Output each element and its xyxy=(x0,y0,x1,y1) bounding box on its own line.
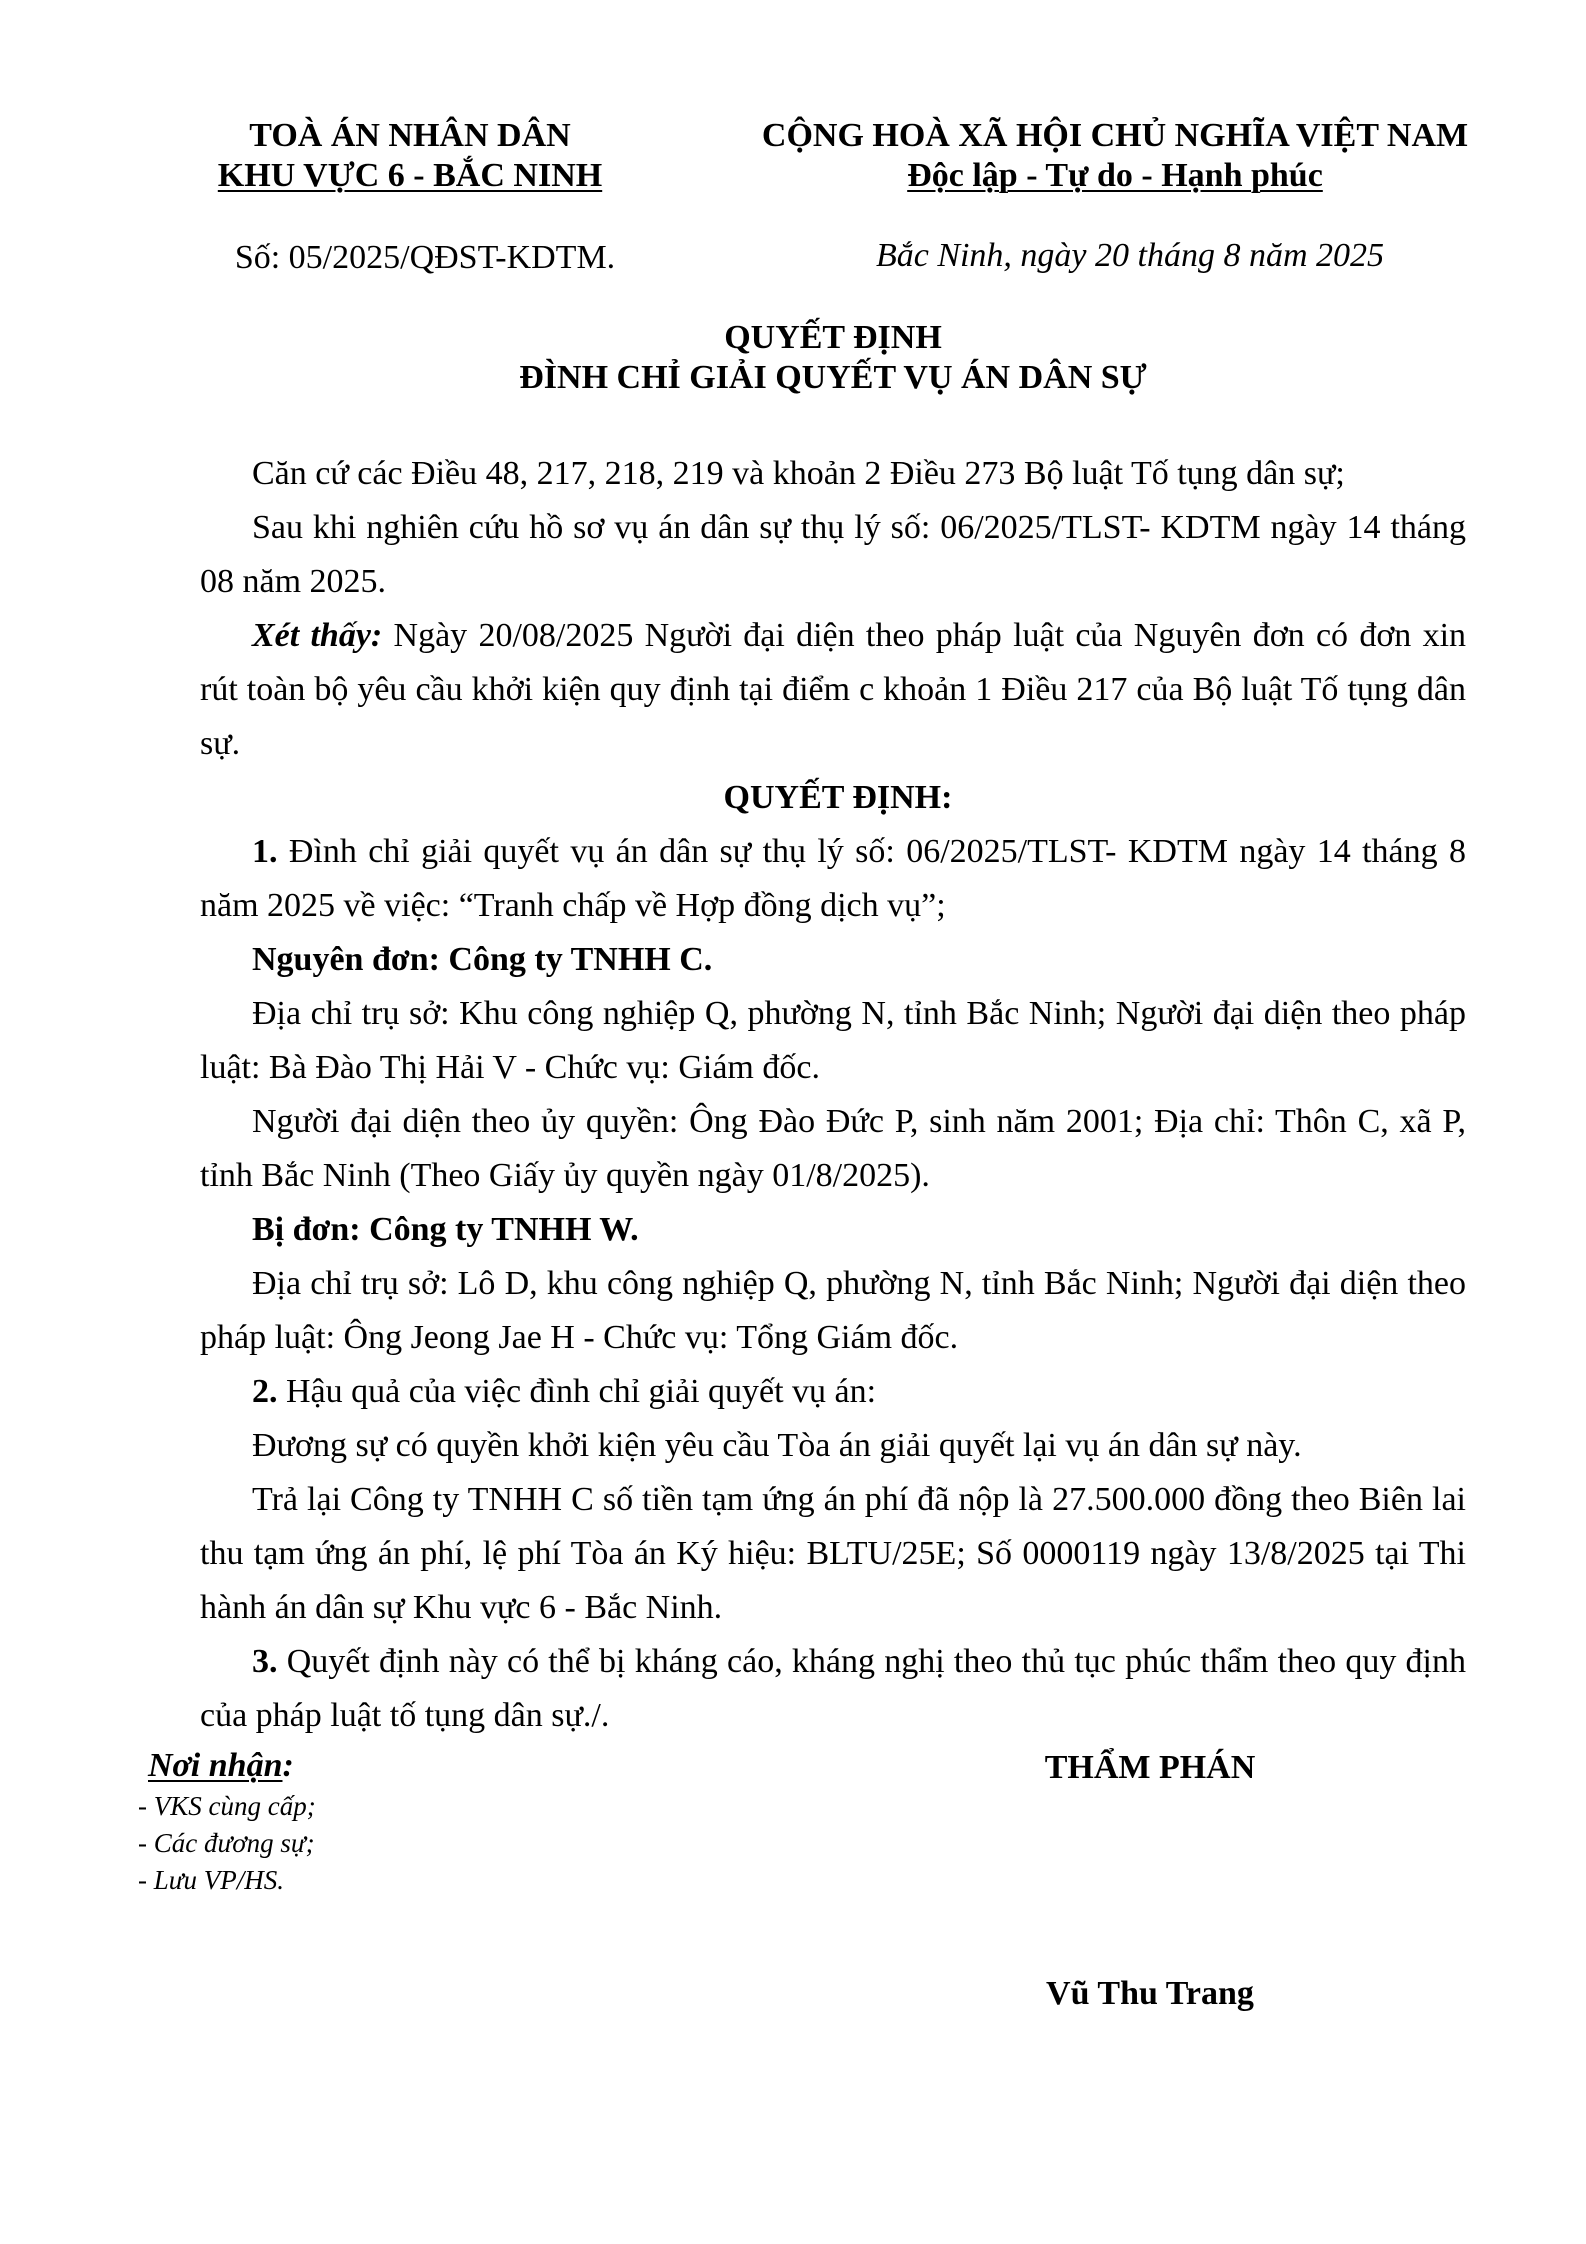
place-and-date: Bắc Ninh, ngày 20 tháng 8 năm 2025 xyxy=(875,237,1385,274)
decision-heading: QUYẾT ĐỊNH: xyxy=(723,779,953,816)
court-name-line2-text: KHU VỰC 6 - BẮC NINH xyxy=(217,157,603,194)
decision-item-1 xyxy=(200,825,1466,933)
country-motto-line xyxy=(730,156,1500,196)
item-1-number: 1. xyxy=(252,833,278,870)
case-study-paragraph: Sau khi nghiên cứu hồ sơ vụ án dân sự thụ lý số: 06/2025/TLST- KDTM ngày 14 tháng 08 năm 2025. xyxy=(200,509,1466,600)
legal-basis: Căn cứ các Điều 48, 217, 218, 219 và khoản 2 Điều 273 Bộ luật Tố tụng dân sự; xyxy=(252,455,1345,492)
recipients-colon: : xyxy=(282,1747,294,1784)
consideration-text: Ngày 20/08/2025 Người đại diện theo pháp luật của Nguyên đơn có đơn xin rút toàn bộ yêu cầu khởi kiện quy định tại điểm c khoản 1 Điều 217 của Bộ luật Tố tụng dân sự. xyxy=(200,617,1467,762)
plaintiff-proxy: Người đại diện theo ủy quyền: Ông Đào Đức P, sinh năm 2001; Địa chỉ: Thôn C, xã P, tỉnh Bắc Ninh (Theo Giấy ủy quyền ngày 01/8/2025). xyxy=(200,1103,1466,1194)
recipient-item: - Các đương sự; xyxy=(138,1828,315,1858)
decision-item-2 xyxy=(200,1365,1466,1419)
title-line2: ĐÌNH CHỈ GIẢI QUYẾT VỤ ÁN DÂN SỰ xyxy=(519,359,1147,396)
item-3-number: 3. xyxy=(252,1643,278,1680)
consideration-paragraph xyxy=(200,609,1466,771)
court-name-line1: TOÀ ÁN NHÂN DÂN xyxy=(249,117,571,154)
decision-item-3 xyxy=(200,1635,1466,1743)
recipient-item: - Lưu VP/HS. xyxy=(138,1865,284,1895)
recipients-label: Nơi nhận xyxy=(148,1747,283,1784)
national-header-block xyxy=(730,116,1500,196)
decision-body xyxy=(200,447,1466,1743)
item-2-rights: Đương sự có quyền khởi kiện yêu cầu Tòa án giải quyết lại vụ án dân sự này. xyxy=(252,1427,1302,1464)
plaintiff-heading: Nguyên đơn: Công ty TNHH C. xyxy=(252,941,713,978)
item-3-text: Quyết định này có thể bị kháng cáo, kháng nghị theo thủ tục phúc thẩm theo quy định của pháp luật tố tụng dân sự./. xyxy=(200,1643,1466,1734)
item-1-text: Đình chỉ giải quyết vụ án dân sự thụ lý số: 06/2025/TLST- KDTM ngày 14 tháng 8 năm 2025 về việc: “Tranh chấp về Hợp đồng dịch vụ”; xyxy=(200,833,1466,924)
plaintiff-address: Địa chỉ trụ sở: Khu công nghiệp Q, phường N, tỉnh Bắc Ninh; Người đại diện theo pháp luật: Bà Đào Thị Hải V - Chức vụ: Giám đốc. xyxy=(200,995,1466,1086)
document-title xyxy=(200,318,1466,398)
signer-name: Vũ Thu Trang xyxy=(1046,1975,1254,2012)
item-2-text: Hậu quả của việc đình chỉ giải quyết vụ án: xyxy=(277,1373,877,1410)
item-2-refund: Trả lại Công ty TNHH C số tiền tạm ứng án phí đã nộp là 27.500.000 đồng theo Biên lai thu tạm ứng án phí, lệ phí Tòa án Ký hiệu: BLTU/25E; Số 0000119 ngày 13/8/2025 tại Thi hành án dân sự Khu vực 6 - Bắc Ninh. xyxy=(200,1481,1466,1626)
court-name-block xyxy=(200,116,620,196)
country-motto: Độc lập - Tự do - Hạnh phúc xyxy=(907,157,1323,194)
court-name-line2 xyxy=(200,156,620,196)
defendant-address: Địa chỉ trụ sở: Lô D, khu công nghiệp Q, phường N, tỉnh Bắc Ninh; Người đại diện theo pháp luật: Ông Jeong Jae H - Chức vụ: Tổng Giám đốc. xyxy=(200,1265,1466,1356)
defendant-heading: Bị đơn: Công ty TNHH W. xyxy=(252,1211,639,1248)
recipient-item: - VKS cùng cấp; xyxy=(138,1791,316,1821)
signer-title: THẨM PHÁN xyxy=(1044,1749,1256,1786)
recipients-heading xyxy=(148,1744,658,1788)
country-name: CỘNG HOÀ XÃ HỘI CHỦ NGHĨA VIỆT NAM xyxy=(761,117,1469,154)
title-line1: QUYẾT ĐỊNH xyxy=(724,319,942,356)
document-number: Số: 05/2025/QĐST-KDTM. xyxy=(234,239,616,276)
consideration-label: Xét thấy: xyxy=(252,617,383,654)
recipients-block xyxy=(138,1744,658,1899)
item-2-number: 2. xyxy=(252,1373,278,1410)
